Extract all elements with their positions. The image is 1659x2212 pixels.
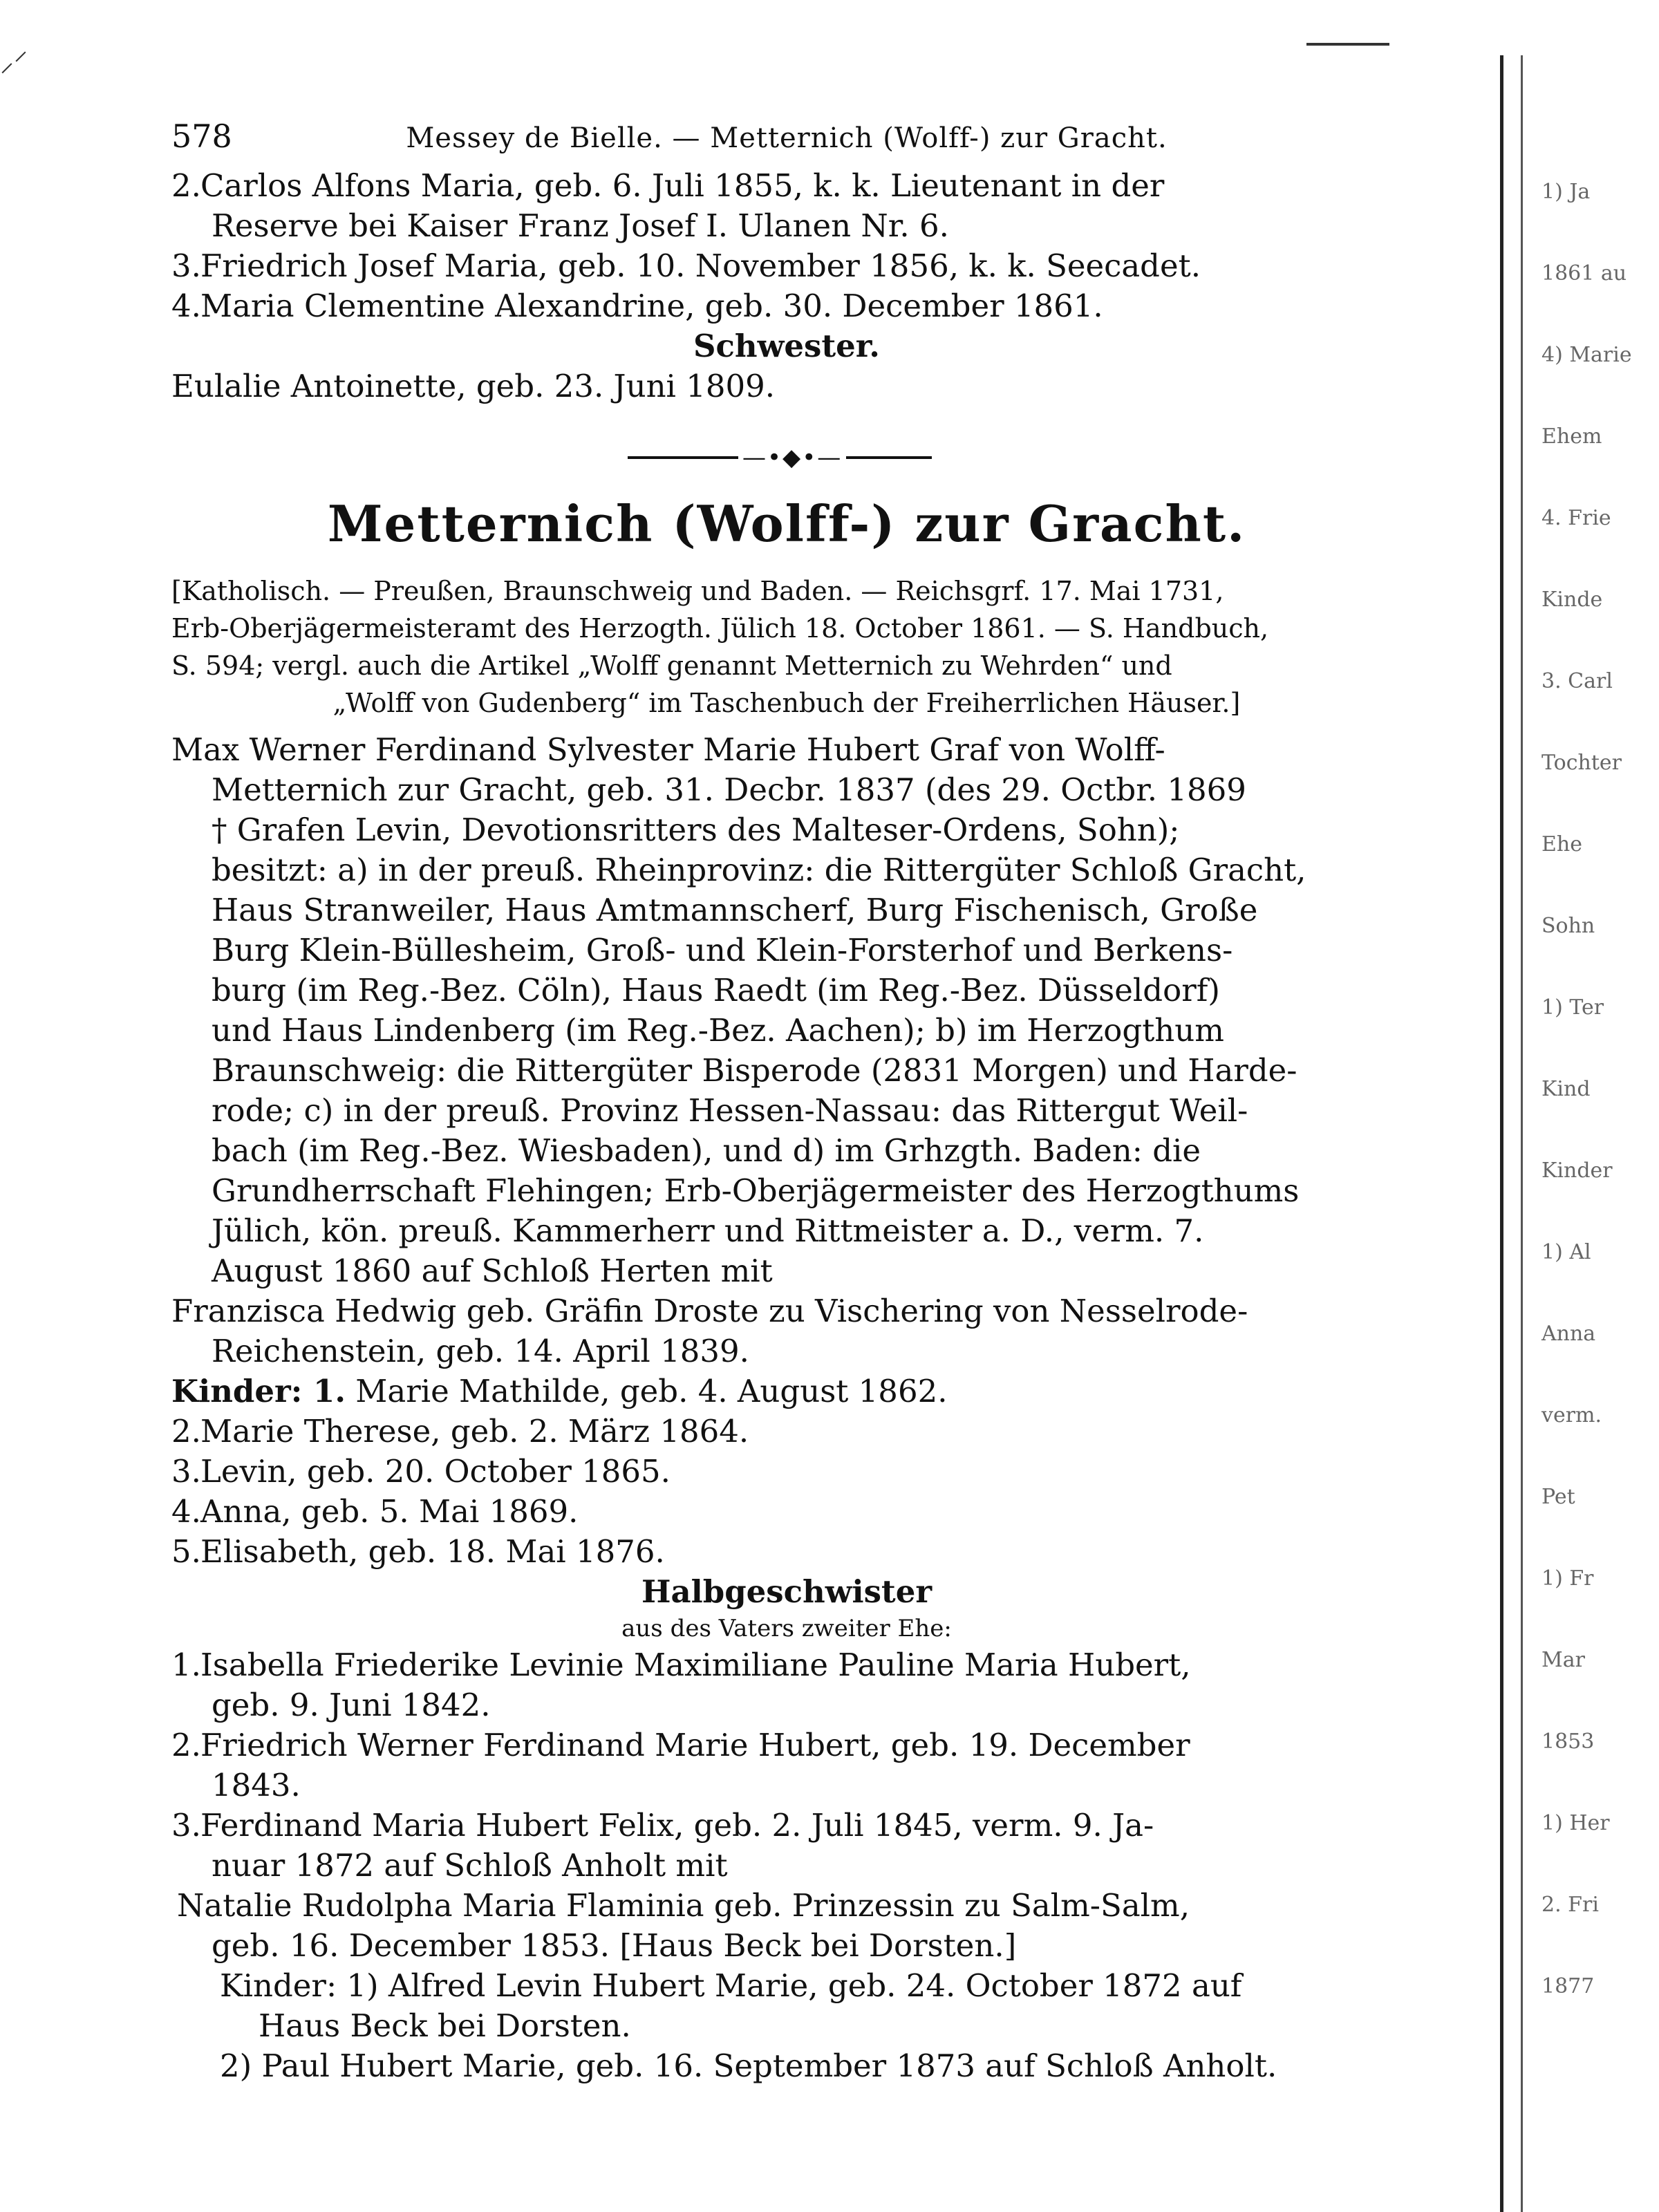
page-number: 578 <box>171 118 232 155</box>
entry-line: Grundherrschaft Flehingen; Erb-Oberjägermeister des Herzogthums <box>212 1172 1300 1209</box>
margin-fragment: 1861 au <box>1541 261 1627 285</box>
previous-entry <box>171 166 1402 406</box>
list-item <box>171 1846 1402 1886</box>
margin-fragment: 1853 <box>1541 1730 1595 1754</box>
margin-fragment: Pet <box>1541 1485 1575 1509</box>
margin-fragment: 1) Her <box>1541 1811 1610 1835</box>
item-text: 1843. <box>212 1767 301 1803</box>
entry-line: Natalie Rudolpha Maria Flaminia geb. Prinzessin zu Salm-Salm, <box>177 1887 1190 1924</box>
list-item <box>171 1645 1402 1685</box>
divider-ornament: —•◆•— <box>738 444 846 471</box>
item-number: 2. <box>171 167 201 204</box>
margin-fragment: verm. <box>1541 1403 1602 1427</box>
item-text: Isabella Friederike Levinie Maximiliane Pauline Maria Hubert, <box>200 1647 1191 1683</box>
item-text: Friedrich Josef Maria, geb. 10. November 1856, k. k. Seecadet. <box>200 247 1201 284</box>
half-siblings-subheading: aus des Vaters zweiter Ehe: <box>621 1615 952 1642</box>
list-item <box>171 1532 1402 1572</box>
note-line: [Katholisch. — Preußen, Braunschweig und Baden. — Reichsgrf. 17. Mai 1731, <box>171 576 1224 606</box>
item-text: Marie Mathilde, geb. 4. August 1862. <box>355 1373 948 1409</box>
item-text: Ferdinand Maria Hubert Felix, geb. 2. Juli 1845, verm. 9. Ja- <box>200 1807 1154 1844</box>
list-item <box>171 1452 1402 1492</box>
section-title: Metternich (Wolff-) zur Gracht. <box>327 494 1246 553</box>
item-text: Friedrich Werner Ferdinand Marie Hubert, geb. 19. December <box>200 1727 1190 1763</box>
gutter-line <box>1500 55 1503 2212</box>
item-number: 2. <box>171 1413 201 1450</box>
sister-heading: Schwester. <box>693 328 880 364</box>
running-title: Messey de Bielle. — Metternich (Wolff-) zur Gracht. <box>406 122 1168 154</box>
half-siblings <box>171 1572 1402 1886</box>
item-text: Levin, geb. 20. October 1865. <box>200 1453 671 1490</box>
list-item <box>171 1725 1402 1765</box>
item-number: 3. <box>171 247 201 284</box>
note-line: „Wolff von Gudenberg“ im Taschenbuch der Freiherrlichen Häuser.] <box>332 688 1241 718</box>
list-item <box>171 1765 1402 1806</box>
entry-line: Burg Klein-Büllesheim, Groß- und Klein-Forsterhof und Berkens- <box>212 932 1233 968</box>
page-content <box>171 118 1402 2086</box>
grandchildren-list <box>171 1966 1402 2086</box>
entry-line: besitzt: a) in der preuß. Rheinprovinz: die Rittergüter Schloß Gracht, <box>212 852 1306 888</box>
item-number: 3. <box>171 1453 201 1490</box>
item-text: geb. 9. Juni 1842. <box>212 1687 491 1723</box>
list-item <box>171 246 1402 286</box>
list-item <box>171 1806 1402 1846</box>
margin-fragment: Kinde <box>1541 588 1603 612</box>
list-item: Haus Beck bei Dorsten. <box>259 2007 631 2044</box>
margin-fragment: Mar <box>1541 1648 1585 1672</box>
item-number: 4. <box>171 288 201 324</box>
entry-line: und Haus Lindenberg (im Reg.-Bez. Aachen); b) im Herzogthum <box>212 1012 1224 1049</box>
entry-line: Reichenstein, geb. 14. April 1839. <box>212 1333 749 1369</box>
list-item: Kinder: 1) Alfred Levin Hubert Marie, geb. 24. October 1872 auf <box>220 1967 1242 2004</box>
margin-fragment: Kind <box>1541 1077 1591 1101</box>
margin-fragment: 2. Fri <box>1541 1893 1599 1917</box>
entry-line: Haus Stranweiler, Haus Amtmannscherf, Burg Fischenisch, Große <box>212 892 1258 928</box>
margin-fragment: 1) Ja <box>1541 180 1591 204</box>
item-number: 4. <box>171 1493 201 1530</box>
item-text: Maria Clementine Alexandrine, geb. 30. December 1861. <box>200 288 1103 324</box>
margin-fragment: Ehe <box>1541 832 1582 856</box>
margin-fragment: Ehem <box>1541 424 1602 449</box>
item-number: Kinder: 1. <box>171 1373 346 1409</box>
list-item <box>171 166 1402 206</box>
wife-entry <box>171 1291 1402 1371</box>
margin-fragment: 1) Ter <box>1541 995 1604 1020</box>
family-note <box>171 572 1402 722</box>
entry-line: geb. 16. December 1853. [Haus Beck bei Dorsten.] <box>212 1927 1017 1964</box>
margin-fragment: 4. Frie <box>1541 506 1611 530</box>
item-text: Carlos Alfons Maria, geb. 6. Juli 1855, k. k. Lieutenant in der <box>200 167 1165 204</box>
entry-line: † Grafen Levin, Devotionsritters des Malteser-Ordens, Sohn); <box>212 812 1180 848</box>
margin-fragment: Anna <box>1541 1322 1596 1346</box>
item-number: 2. <box>171 1727 201 1763</box>
item-number: 1. <box>171 1647 201 1683</box>
corner-mark: ⸝⸍ <box>0 46 28 78</box>
margin-fragment: 1) Fr <box>1541 1566 1594 1591</box>
gutter-line <box>1521 55 1523 2212</box>
list-item <box>171 1412 1402 1452</box>
item-text: nuar 1872 auf Schloß Anholt mit <box>212 1847 728 1884</box>
list-item <box>171 206 1402 246</box>
entry-line: Metternich zur Gracht, geb. 31. Decbr. 1837 (des 29. Octbr. 1869 <box>212 771 1246 808</box>
entry-line: August 1860 auf Schloß Herten mit <box>212 1253 773 1289</box>
list-item <box>171 286 1402 326</box>
entry-line: bach (im Reg.-Bez. Wiesbaden), und d) im Grhzgth. Baden: die <box>212 1132 1201 1169</box>
note-line: Erb-Oberjägermeisteramt des Herzogth. Jülich 18. October 1861. — S. Handbuch, <box>171 613 1269 644</box>
item-text: Elisabeth, geb. 18. Mai 1876. <box>200 1533 665 1570</box>
entry-line: rode; c) in der preuß. Provinz Hessen-Nassau: das Rittergut Weil- <box>212 1092 1248 1129</box>
list-item <box>171 1492 1402 1532</box>
note-line: S. 594; vergl. auch die Artikel „Wolff genannt Metternich zu Wehrden“ und <box>171 650 1172 681</box>
margin-fragment: 3. Carl <box>1541 669 1613 693</box>
margin-fragment: 4) Marie <box>1541 343 1632 367</box>
top-rule-mark <box>1306 43 1389 46</box>
sister-line: Eulalie Antoinette, geb. 23. Juni 1809. <box>171 368 776 404</box>
item-number: 5. <box>171 1533 201 1570</box>
section-divider <box>171 420 1402 482</box>
item-text: Reserve bei Kaiser Franz Josef I. Ulanen Nr. 6. <box>212 207 949 244</box>
margin-fragment: 1) Al <box>1541 1240 1591 1264</box>
margin-fragment: Sohn <box>1541 914 1595 938</box>
head-entry <box>171 730 1402 1291</box>
list-item: 2) Paul Hubert Marie, geb. 16. September 1873 auf Schloß Anholt. <box>220 2047 1277 2084</box>
entry-line: Jülich, kön. preuß. Kammerherr und Rittmeister a. D., verm. 7. <box>212 1212 1204 1249</box>
entry-line: burg (im Reg.-Bez. Cöln), Haus Raedt (im Reg.-Bez. Düsseldorf) <box>212 972 1220 1009</box>
half-siblings-heading: Halbgeschwister <box>641 1573 932 1610</box>
margin-fragment: Kinder <box>1541 1159 1613 1183</box>
item-number: 3. <box>171 1807 201 1844</box>
item-text: Marie Therese, geb. 2. März 1864. <box>200 1413 749 1450</box>
running-header <box>171 118 1402 166</box>
entry-line: Max Werner Ferdinand Sylvester Marie Hubert Graf von Wolff- <box>171 731 1165 768</box>
list-item <box>171 1685 1402 1725</box>
margin-fragment: Tochter <box>1541 751 1622 775</box>
margin-fragment: 1877 <box>1541 1974 1595 1998</box>
adjacent-page-margin <box>1500 0 1659 2212</box>
children-list <box>171 1371 1402 1572</box>
item-text: Anna, geb. 5. Mai 1869. <box>200 1493 579 1530</box>
entry-line: Franzisca Hedwig geb. Gräfin Droste zu Vischering von Nesselrode- <box>171 1293 1248 1329</box>
entry-line: Braunschweig: die Rittergüter Bisperode (2831 Morgen) und Harde- <box>212 1052 1297 1089</box>
list-item <box>171 1371 1402 1412</box>
natalie-entry <box>171 1886 1402 1966</box>
